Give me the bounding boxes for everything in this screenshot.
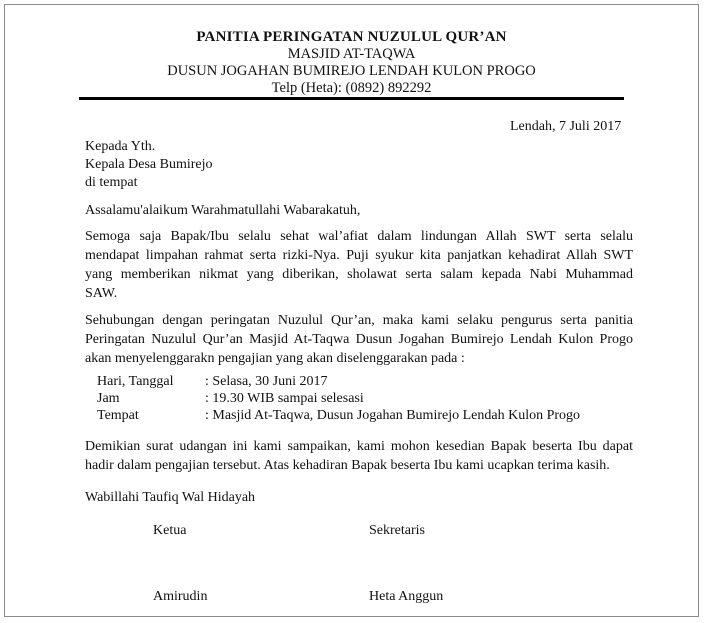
event-value: : Masjid At-Taqwa, Dusun Jogahan Bumirejo Lendah Kulon Progo [205, 408, 581, 423]
event-value: : 19.30 WIB sampai selesasi [205, 391, 364, 406]
letterhead-address: DUSUN JOGAHAN BUMIREJO LENDAH KULON PROGO [167, 63, 536, 79]
recipient-line-3: di tempat [85, 175, 138, 190]
recipient-line-2: Kepala Desa Bumirejo [85, 157, 213, 172]
greeting: Assalamu'alaikum Warahmatullahi Wabarakatuh, [85, 203, 361, 218]
letterhead-phone: Telp (Heta): (0892) 892292 [271, 80, 432, 96]
signature-left-name: Amirudin [153, 589, 208, 604]
letter-date: Lendah, 7 Juli 2017 [510, 119, 622, 134]
letter-page [4, 4, 699, 617]
paragraph-line: Semoga saja Bapak/Ibu selalu sehat wal’afiat dalam lindungan Allah SWT serta selalu [85, 229, 633, 244]
paragraph-line: hadir dalam pengajian tersebut. Atas kehadiran Bapak beserta Ibu kami ucapkan terima kasih. [85, 458, 610, 473]
paragraph-line: SAW. [85, 286, 118, 301]
paragraph-line: mendapat limpahan rahmat serta rizki-Nya. Puji syukur kita panjatkan kehadirat Allah SWT [85, 248, 633, 263]
letterhead-mosque: MASJID AT-TAQWA [287, 46, 416, 62]
signature-right-name: Heta Anggun [369, 589, 444, 604]
paragraph-line: yang memberikan nikmat yang diberikan, sholawat serta salam kepada Nabi Muhammad [85, 267, 633, 282]
paragraph-line: akan menyelenggarakn pengajian yang akan diselenggarakan pada : [85, 351, 465, 366]
closing-phrase: Wabillahi Taufiq Wal Hidayah [85, 490, 256, 505]
letterhead-divider [79, 97, 624, 100]
paragraph-line: Demikian surat udangan ini kami sampaikan, kami mohon kesedian Bapak beserta Ibu dapat [85, 439, 633, 454]
signature-left-title: Ketua [153, 523, 187, 538]
letterhead-title: PANITIA PERINGATAN NUZULUL QUR’AN [196, 29, 507, 45]
signature-right-title: Sekretaris [369, 523, 425, 538]
event-label: Jam [97, 391, 120, 406]
event-value: : Selasa, 30 Juni 2017 [205, 374, 328, 389]
event-label: Hari, Tanggal [97, 374, 174, 389]
event-label: Tempat [97, 408, 139, 423]
recipient-line-1: Kepada Yth. [85, 139, 156, 154]
paragraph-line: Peringatan Nuzulul Qur’an Masjid At-Taqwa Dusun Jogahan Bumirejo Lendah Kulon Progo [85, 332, 633, 347]
paragraph-line: Sehubungan dengan peringatan Nuzulul Qur’an, maka kami selaku pengurus serta panitia [85, 313, 633, 328]
